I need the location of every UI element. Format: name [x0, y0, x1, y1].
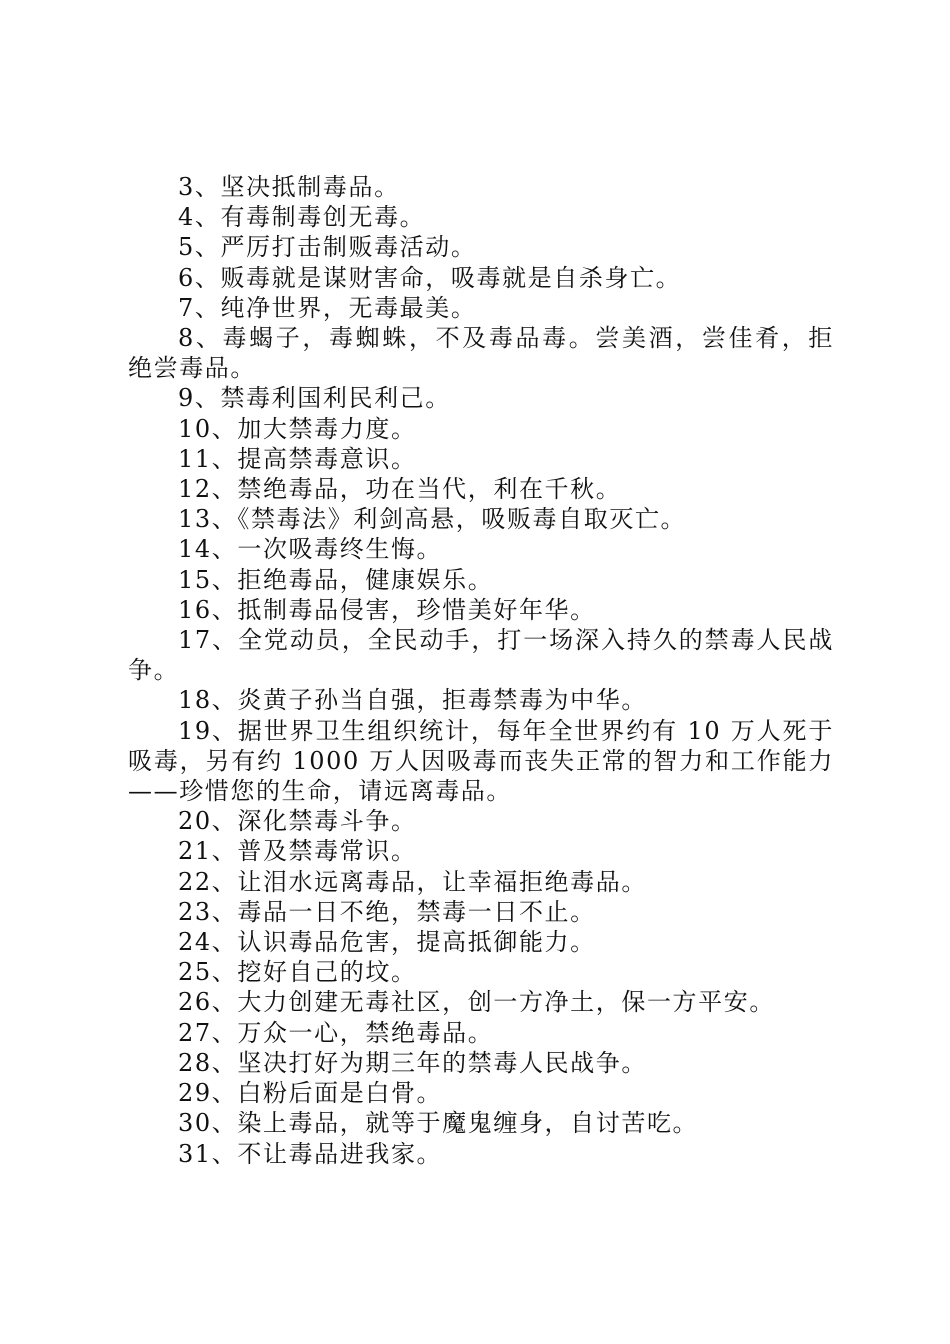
slogan-item: 16、抵制毒品侵害，珍惜美好年华。 — [178, 595, 596, 624]
slogan-item: 14、一次吸毒终生悔。 — [178, 535, 443, 564]
slogan-item: 27、万众一心，禁绝毒品。 — [178, 1018, 494, 1047]
slogan-item: 15、拒绝毒品，健康娱乐。 — [178, 565, 494, 594]
slogan-item: 22、让泪水远离毒品，让幸福拒绝毒品。 — [178, 867, 647, 896]
slogan-item: 30、染上毒品，就等于魔鬼缠身，自讨苦吃。 — [178, 1109, 699, 1138]
slogan-list — [128, 172, 834, 1169]
slogan-item: 7、纯净世界，无毒最美。 — [178, 293, 477, 322]
slogan-item: 5、严厉打击制贩毒活动。 — [178, 233, 477, 262]
slogan-item: 19、据世界卫生组织统计，每年全世界约有 10 万人死于吸毒，另有约 1000 万人因吸毒而丧失正常的智力和工作能力——珍惜您的生命，请远离毒品。 — [128, 716, 834, 806]
slogan-item: 12、禁绝毒品，功在当代，利在千秋。 — [178, 475, 622, 504]
slogan-item: 4、有毒制毒创无毒。 — [178, 203, 426, 232]
slogan-item: 13、《禁毒法》利剑高悬，吸贩毒自取灭亡。 — [178, 505, 687, 534]
slogan-item: 9、禁毒利国利民利己。 — [178, 384, 451, 413]
slogan-item: 8、毒蝎子，毒蜘蛛，不及毒品毒。尝美酒，尝佳肴，拒绝尝毒品。 — [128, 324, 834, 383]
slogan-item: 11、提高禁毒意识。 — [178, 444, 417, 473]
slogan-item: 28、坚决打好为期三年的禁毒人民战争。 — [178, 1048, 647, 1077]
slogan-item: 6、贩毒就是谋财害命，吸毒就是自杀身亡。 — [178, 263, 682, 292]
slogan-item: 10、加大禁毒力度。 — [178, 414, 417, 443]
slogan-item: 31、不让毒品进我家。 — [178, 1139, 443, 1168]
slogan-item: 17、全党动员，全民动手，打一场深入持久的禁毒人民战争。 — [128, 626, 834, 685]
slogan-item: 20、深化禁毒斗争。 — [178, 807, 417, 836]
slogan-item: 23、毒品一日不绝，禁毒一日不止。 — [178, 897, 596, 926]
slogan-item: 21、普及禁毒常识。 — [178, 837, 417, 866]
slogan-item: 18、炎黄子孙当自强，拒毒禁毒为中华。 — [178, 686, 647, 715]
slogan-item: 25、挖好自己的坟。 — [178, 958, 417, 987]
slogan-item: 24、认识毒品危害，提高抵御能力。 — [178, 928, 596, 957]
slogan-item: 29、白粉后面是白骨。 — [178, 1079, 443, 1108]
slogan-item: 26、大力创建无毒社区，创一方净土，保一方平安。 — [178, 988, 775, 1017]
slogan-item: 3、坚决抵制毒品。 — [178, 173, 400, 201]
